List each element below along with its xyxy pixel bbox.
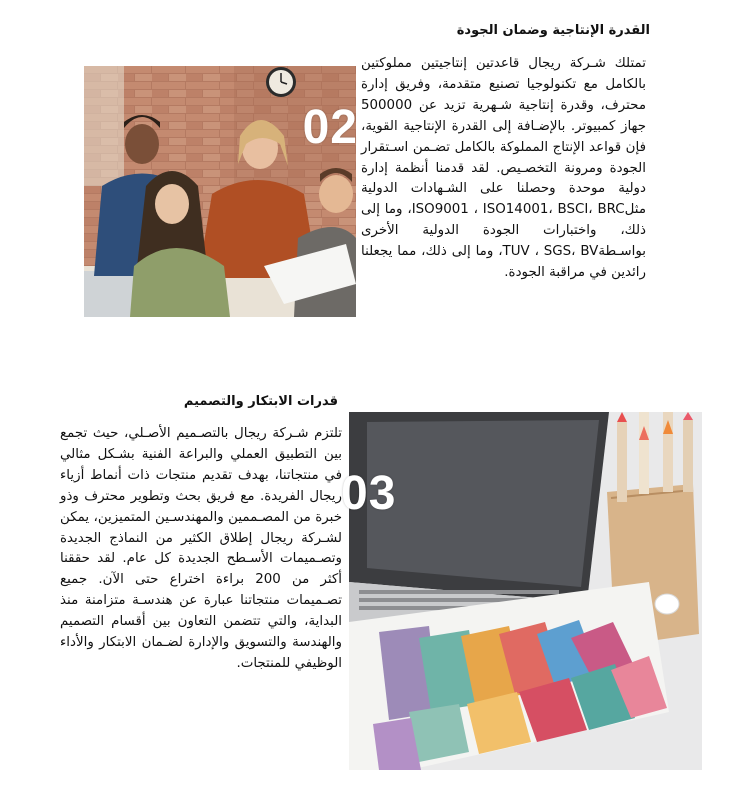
section-paragraph-quality: تمتلك شـركة ريجال قاعدتين إنتاجيتين مملوكتين بالكامل مع تكنولوجيا تصنيع متقدمة، وفريق إدارة محترف، وقدرة إنتاجية شـهرية تزيد عن 500000 جهاز كمبيوتر. بالإضـافة إلى القدرة الإنتاجية القوية، فإن قواعد الإنتاج المملوكة بالكامل تضـمن اسـتقرار الجودة ومرونة التخصـيص. لقد قدمنا أنظمة إدارة دولية موحدة وحصلنا على الشـهادات الدولية مثلISO9001 ، ISO14001، BSCI، BRC، وما إلى ذلك، واختبارات الجودة الدولية الأخرى بواسـطةTUV ، SGS، BV، وما إلى ذلك، مما يجعلنا رائدين في مراقبة الجودة. <box>361 56 646 281</box>
team-meeting-photo <box>84 66 356 317</box>
section-number-03: 03 <box>341 467 397 520</box>
section-paragraph-innovation: تلتزم شـركة ريجال بالتصـميم الأصـلي، حيث تجمع بين التطبيق العملي والبراعة الفنية بشـكل مثالي في منتجاتنا، بهدف تقديم منتجات ذات أنماط أزياء ريجال الفريدة. مع فريق بحث وتطوير محترف وذو خبرة من المصـممين والمهندسـين المتميزين، يمكن لشـركة ريجال إطلاق الكثير من النماذج الجديدة وتصـميمات الأسـطح الجديدة كل عام. لقد حققنا أكثر من 200 براءة اختراع حتى الآن. جميع تصـميمات منتجاتنا عبارة عن هندسـة متزامنة منذ البداية، والتي تتضمن التعاون بين أقسام التصميم والهندسة والتسويق والإدارة لضـمان الابتكار والأداء الوظيفي للمنتجات. <box>60 426 342 671</box>
section-heading-innovation: قدرات الابتكار والتصميم <box>183 394 338 409</box>
section-heading-quality: القدرة الإنتاجية وضمان الجودة <box>456 23 650 38</box>
laptop-color-swatch-photo <box>341 412 702 770</box>
section-number-02: 02 <box>302 101 358 154</box>
